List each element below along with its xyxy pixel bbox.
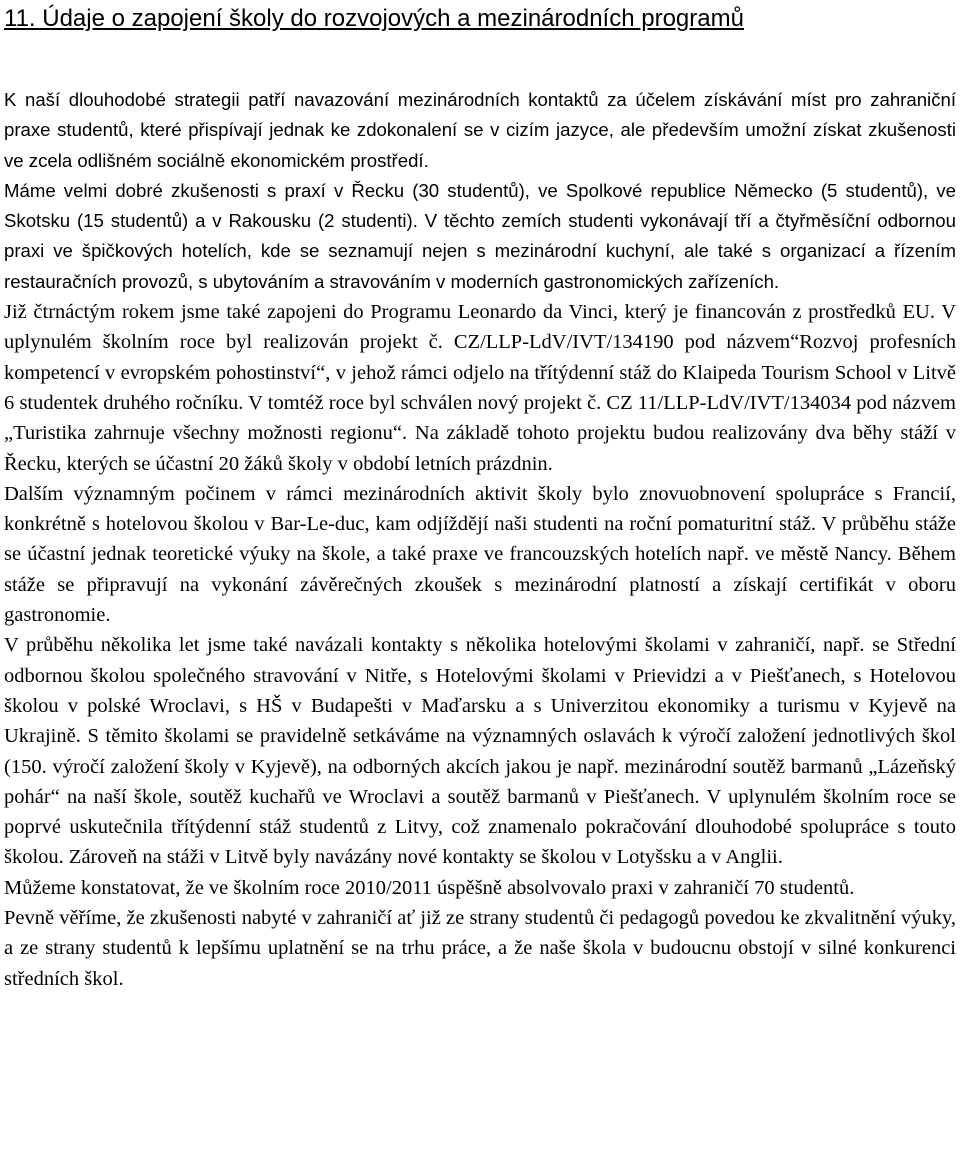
section-heading: 11. Údaje o zapojení školy do rozvojových a mezinárodních programů xyxy=(4,5,744,32)
paragraph-experience: Máme velmi dobré zkušenosti s praxí v Řecku (30 studentů), ve Spolkové republice Německo (5 studentů), ve Skotsku (15 studentů) a v Rakousku (2 studenti). V těchto zemích studenti vykonávají tří a čtyřměsíční odbornou praxi ve špičkových hotelích, kde se seznamují nejen s mezinárodní kuchyní, ale také s organizací a řízením restauračních provozů, s ubytováním a stravováním v moderních gastronomických zařízeních. xyxy=(4,179,956,292)
paragraph-statistics: Můžeme konstatovat, že ve školním roce 2010/2011 úspěšně absolvovalo praxi v zahraničí 70 studentů. xyxy=(4,876,855,899)
intro-text-block xyxy=(4,85,956,297)
paragraph-conclusion: Pevně věříme, že zkušenosti nabyté v zahraničí ať již ze strany studentů či pedagogů povedou ke zkvalitnění výuky, a ze strany studentů k lepšímu uplatnění se na trhu práce, a že naše škola v budoucnu obstojí v silné konkurenci středních škol. xyxy=(4,907,956,990)
paragraph-france: Dalším významným počinem v rámci mezinárodních aktivit školy bylo znovuobnovení spolupráce s Francií, konkrétně s hotelovou školou v Bar-Le-duc, kam odjíždějí naši studenti na roční pomaturitní stáž. V průběhu stáže se účastní jednak teoretické výuky na škole, a také praxe ve francouzských hotelích např. ve městě Nancy. Během stáže se připravují na vykonání závěrečných zkoušek s mezinárodní platností a získají certifikát v oboru gastronomie. xyxy=(4,482,956,627)
paragraph-leonardo: Již čtrnáctým rokem jsme také zapojeni do Programu Leonardo da Vinci, který je financován z prostředků EU. V uplynulém školním roce byl realizován projekt č. CZ/LLP-LdV/IVT/134190 pod názvem“Rozvoj profesních kompetencí v evropském pohostinství“, v jehož rámci odjelo na třítýdenní stáž do Klaipeda Tourism School v Litvě 6 studentek druhého ročníku. V tomtéž roce byl schválen nový projekt č. CZ 11/LLP-LdV/IVT/134034 pod názvem „Turistika zahrnuje všechny možnosti regionu“. Na základě tohoto projektu budou realizovány dva běhy stáží v Řecku, kterých se účastní 20 žáků školy v období letních prázdnin. xyxy=(4,301,956,475)
main-text-block xyxy=(4,297,956,994)
paragraph-strategy: K naší dlouhodobé strategii patří navazování mezinárodních kontaktů za účelem získávání míst pro zahraniční praxe studentů, které přispívají jednak ke zdokonalení se v cizím jazyce, ale především umožní získat zkušenosti ve zcela odlišném sociálně ekonomickém prostředí. xyxy=(4,89,956,171)
paragraph-contacts: V průběhu několika let jsme také navázali kontakty s několika hotelovými školami v zahraničí, např. se Střední odbornou školou společného stravování v Nitře, s Hotelovými školami v Prievidzi a v Piešťanech, s Hotelovou školou v polské Wroclavi, s HŠ v Budapešti v Maďarsku a s Univerzitou ekonomiky a turismu v Kyjevě na Ukrajině. S těmito školami se pravidelně setkáváme na významných oslavách k výročí založení jednotlivých škol (150. výročí založení školy v Kyjevě), na odborných akcích jakou je např. mezinárodní soutěž barmanů „Lázeňský pohár“ na naší škole, soutěž kuchařů ve Wroclavi a soutěž barmanů v Piešťanech. V uplynulém školním roce se poprvé uskutečnila třítýdenní stáž studentů z Litvy, což znamenalo pokračování dlouhodobé spolupráce s touto školou. Zároveň na stáži v Litvě byly navázány nové kontakty se školou v Lotyšsku a v Anglii. xyxy=(4,634,956,869)
document-page xyxy=(4,0,956,994)
